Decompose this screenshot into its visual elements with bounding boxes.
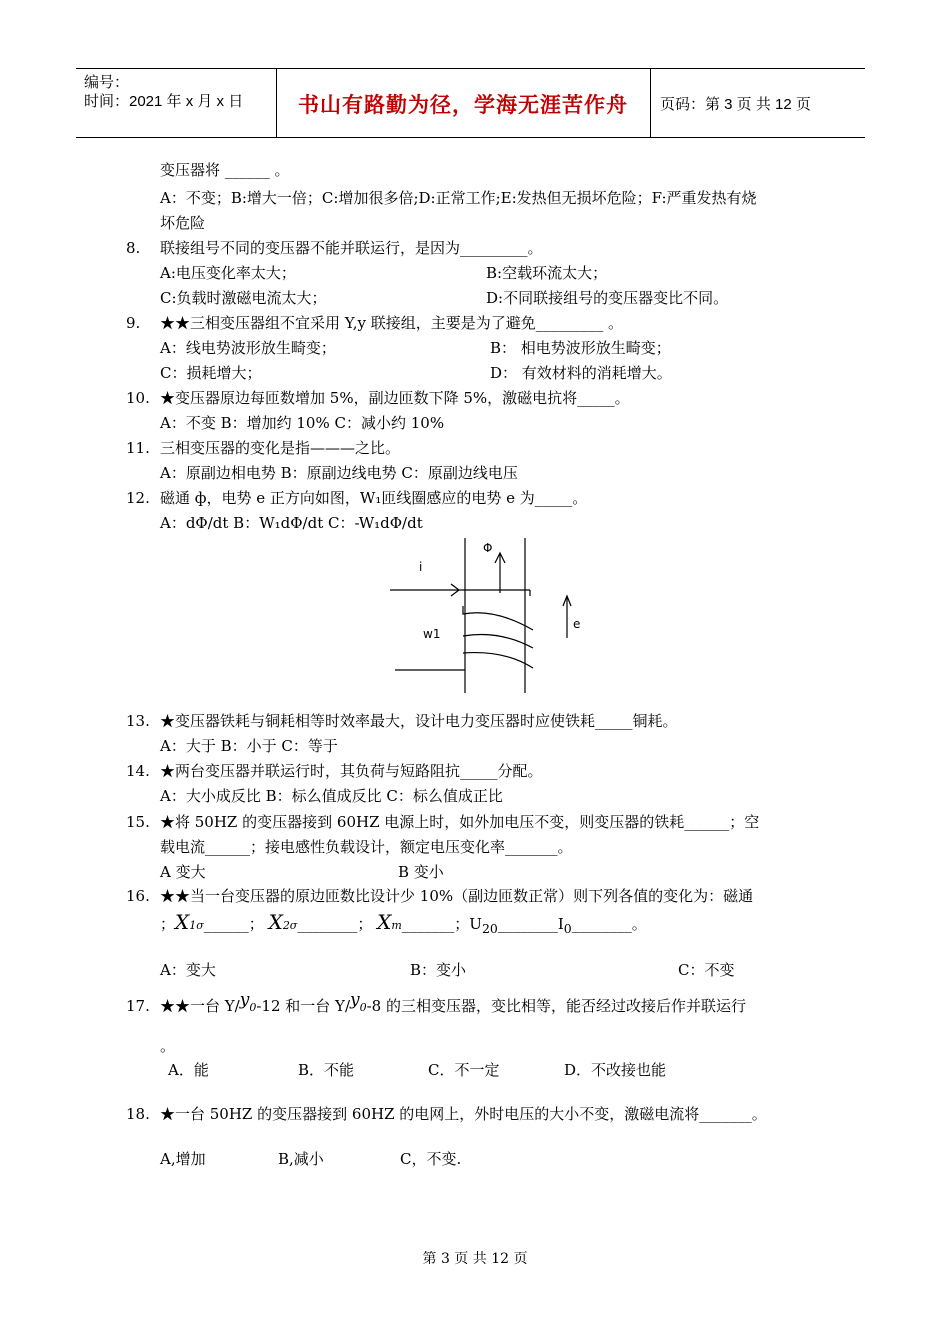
- option: D： 有效材料的消耗增大。: [490, 364, 672, 382]
- question-text: ★★当一台变压器的原边匝数比设计少 10%（副边匝数正常）则下列各值的变化为：磁通: [160, 887, 754, 905]
- question-text: ★★三相变压器组不宜采用 Y,y 联接组，主要是为了避免_________ 。: [160, 314, 624, 332]
- option: C:负载时激磁电流太大；: [160, 289, 327, 307]
- option: C，不变.: [400, 1150, 462, 1168]
- question-text: 三相变压器的变化是指———之比。: [160, 439, 401, 457]
- option: B,减小: [278, 1150, 324, 1168]
- q17-part3: -8 的三相变压器，变比相等，能否经过改接后作并联运行: [366, 997, 746, 1015]
- emf-label: e: [573, 617, 581, 631]
- option: A,增加: [160, 1150, 206, 1168]
- header-page-number: 页码：第 3 页 共 12 页: [660, 96, 811, 113]
- question-number: 8.: [126, 239, 141, 257]
- option: B:空载环流太大；: [486, 264, 608, 282]
- transformer-coil-figure: [385, 538, 595, 698]
- q17-part2: -12 和一台 Y/: [256, 997, 350, 1015]
- question-text: ★★一台 Y/y0-12 和一台 Y/y0-8 的三相变压器，变比相等，能否经过改接后作并联运行: [160, 990, 746, 1015]
- question-text: 磁通 ф，电势 e 正方向如图，W₁匝线圈感应的电势 e 为_____。: [160, 489, 588, 507]
- question-number: 14.: [126, 762, 150, 780]
- question-options: 坏危险: [160, 214, 206, 232]
- header-meta: [84, 73, 243, 111]
- option: B．不能: [298, 1061, 355, 1079]
- reactance-blanks: ；X1σ______； X2σ________； Xm_______；$U_{20}\_\_\_\_\_\_\_\_I_0\_\_\_\_\_\_\_\_$。: [160, 910, 647, 936]
- question-number: 13.: [126, 712, 150, 730]
- question-number: 17.: [126, 997, 150, 1015]
- option: A．能: [168, 1061, 209, 1079]
- option: C：损耗增大；: [160, 364, 262, 382]
- question-text: ★变压器铁耗与铜耗相等时效率最大，设计电力变压器时应使铁耗_____铜耗。: [160, 712, 678, 730]
- question-options: A：大小成反比 B：标么值成反比 C：标么值成正比: [160, 787, 503, 805]
- page-header: [76, 68, 865, 138]
- serial-label: 编号：: [84, 74, 130, 91]
- date-label: 时间：2021 年 x 月 x 日: [84, 93, 244, 110]
- question-number: 18.: [126, 1105, 150, 1123]
- question-number: 11.: [126, 439, 150, 457]
- winding-label: w1: [423, 627, 441, 641]
- question-text: 。: [160, 1037, 176, 1055]
- question-text: ★将 50HZ 的变压器接到 60HZ 电源上时，如外加电压不变，则变压器的铁耗______；空: [160, 813, 760, 831]
- question-text: ★两台变压器并联运行时，其负荷与短路阻抗_____分配。: [160, 762, 543, 780]
- question-options: A：dΦ/dt B：W₁dΦ/dt C：-W₁dΦ/dt: [160, 514, 423, 532]
- option: A:电压变化率太大；: [160, 264, 296, 282]
- option: A：线电势波形放生畸变；: [160, 339, 336, 357]
- question-text: ★变压器原边每匝数增加 5%，副边匝数下降 5%，激磁电抗将_____。: [160, 389, 630, 407]
- question-text: 联接组号不同的变压器不能并联运行，是因为_________。: [160, 239, 543, 257]
- option: C．不一定: [428, 1061, 500, 1079]
- current-label: i: [419, 560, 423, 574]
- option: A 变大: [160, 863, 206, 881]
- question-number: 16.: [126, 887, 150, 905]
- question-options: A：不变 B：增加约 10% C：减小约 10%: [160, 414, 445, 432]
- option: B：变小: [410, 961, 467, 979]
- question-number: 9.: [126, 314, 141, 332]
- question-text: 变压器将 ______ 。: [160, 161, 290, 179]
- page-footer: 第 3 页 共 12 页: [422, 1251, 528, 1267]
- question-text: 载电流______；接电感性负载设计，额定电压变化率_______。: [160, 838, 573, 856]
- header-divider: [650, 69, 651, 137]
- option: C：不变: [678, 961, 735, 979]
- question-options: A：不变；B:增大一倍；C:增加很多倍;D:正常工作;E:发热但无损坏危险；F:严重发热有烧: [160, 189, 757, 207]
- option: B 变小: [398, 863, 444, 881]
- question-options: A：大于 B：小于 C：等于: [160, 737, 338, 755]
- question-text: ★一台 50HZ 的变压器接到 60HZ 的电网上，外时电压的大小不变，激磁电流将_______。: [160, 1105, 767, 1123]
- question-number: 15.: [126, 813, 150, 831]
- q17-part1: ★★一台 Y/: [160, 997, 240, 1015]
- option: D:不同联接组号的变压器变比不同。: [486, 289, 729, 307]
- flux-label: Φ: [483, 541, 493, 555]
- header-motto: 书山有路勤为径，学海无涯苦作舟: [298, 94, 628, 117]
- option: A：变大: [160, 961, 216, 979]
- option: D．不改接也能: [564, 1061, 667, 1079]
- option: B： 相电势波形放生畸变；: [490, 339, 671, 357]
- question-options: A：原副边相电势 B：原副边线电势 C：原副边线电压: [160, 464, 518, 482]
- question-number: 12.: [126, 489, 150, 507]
- question-number: 10.: [126, 389, 150, 407]
